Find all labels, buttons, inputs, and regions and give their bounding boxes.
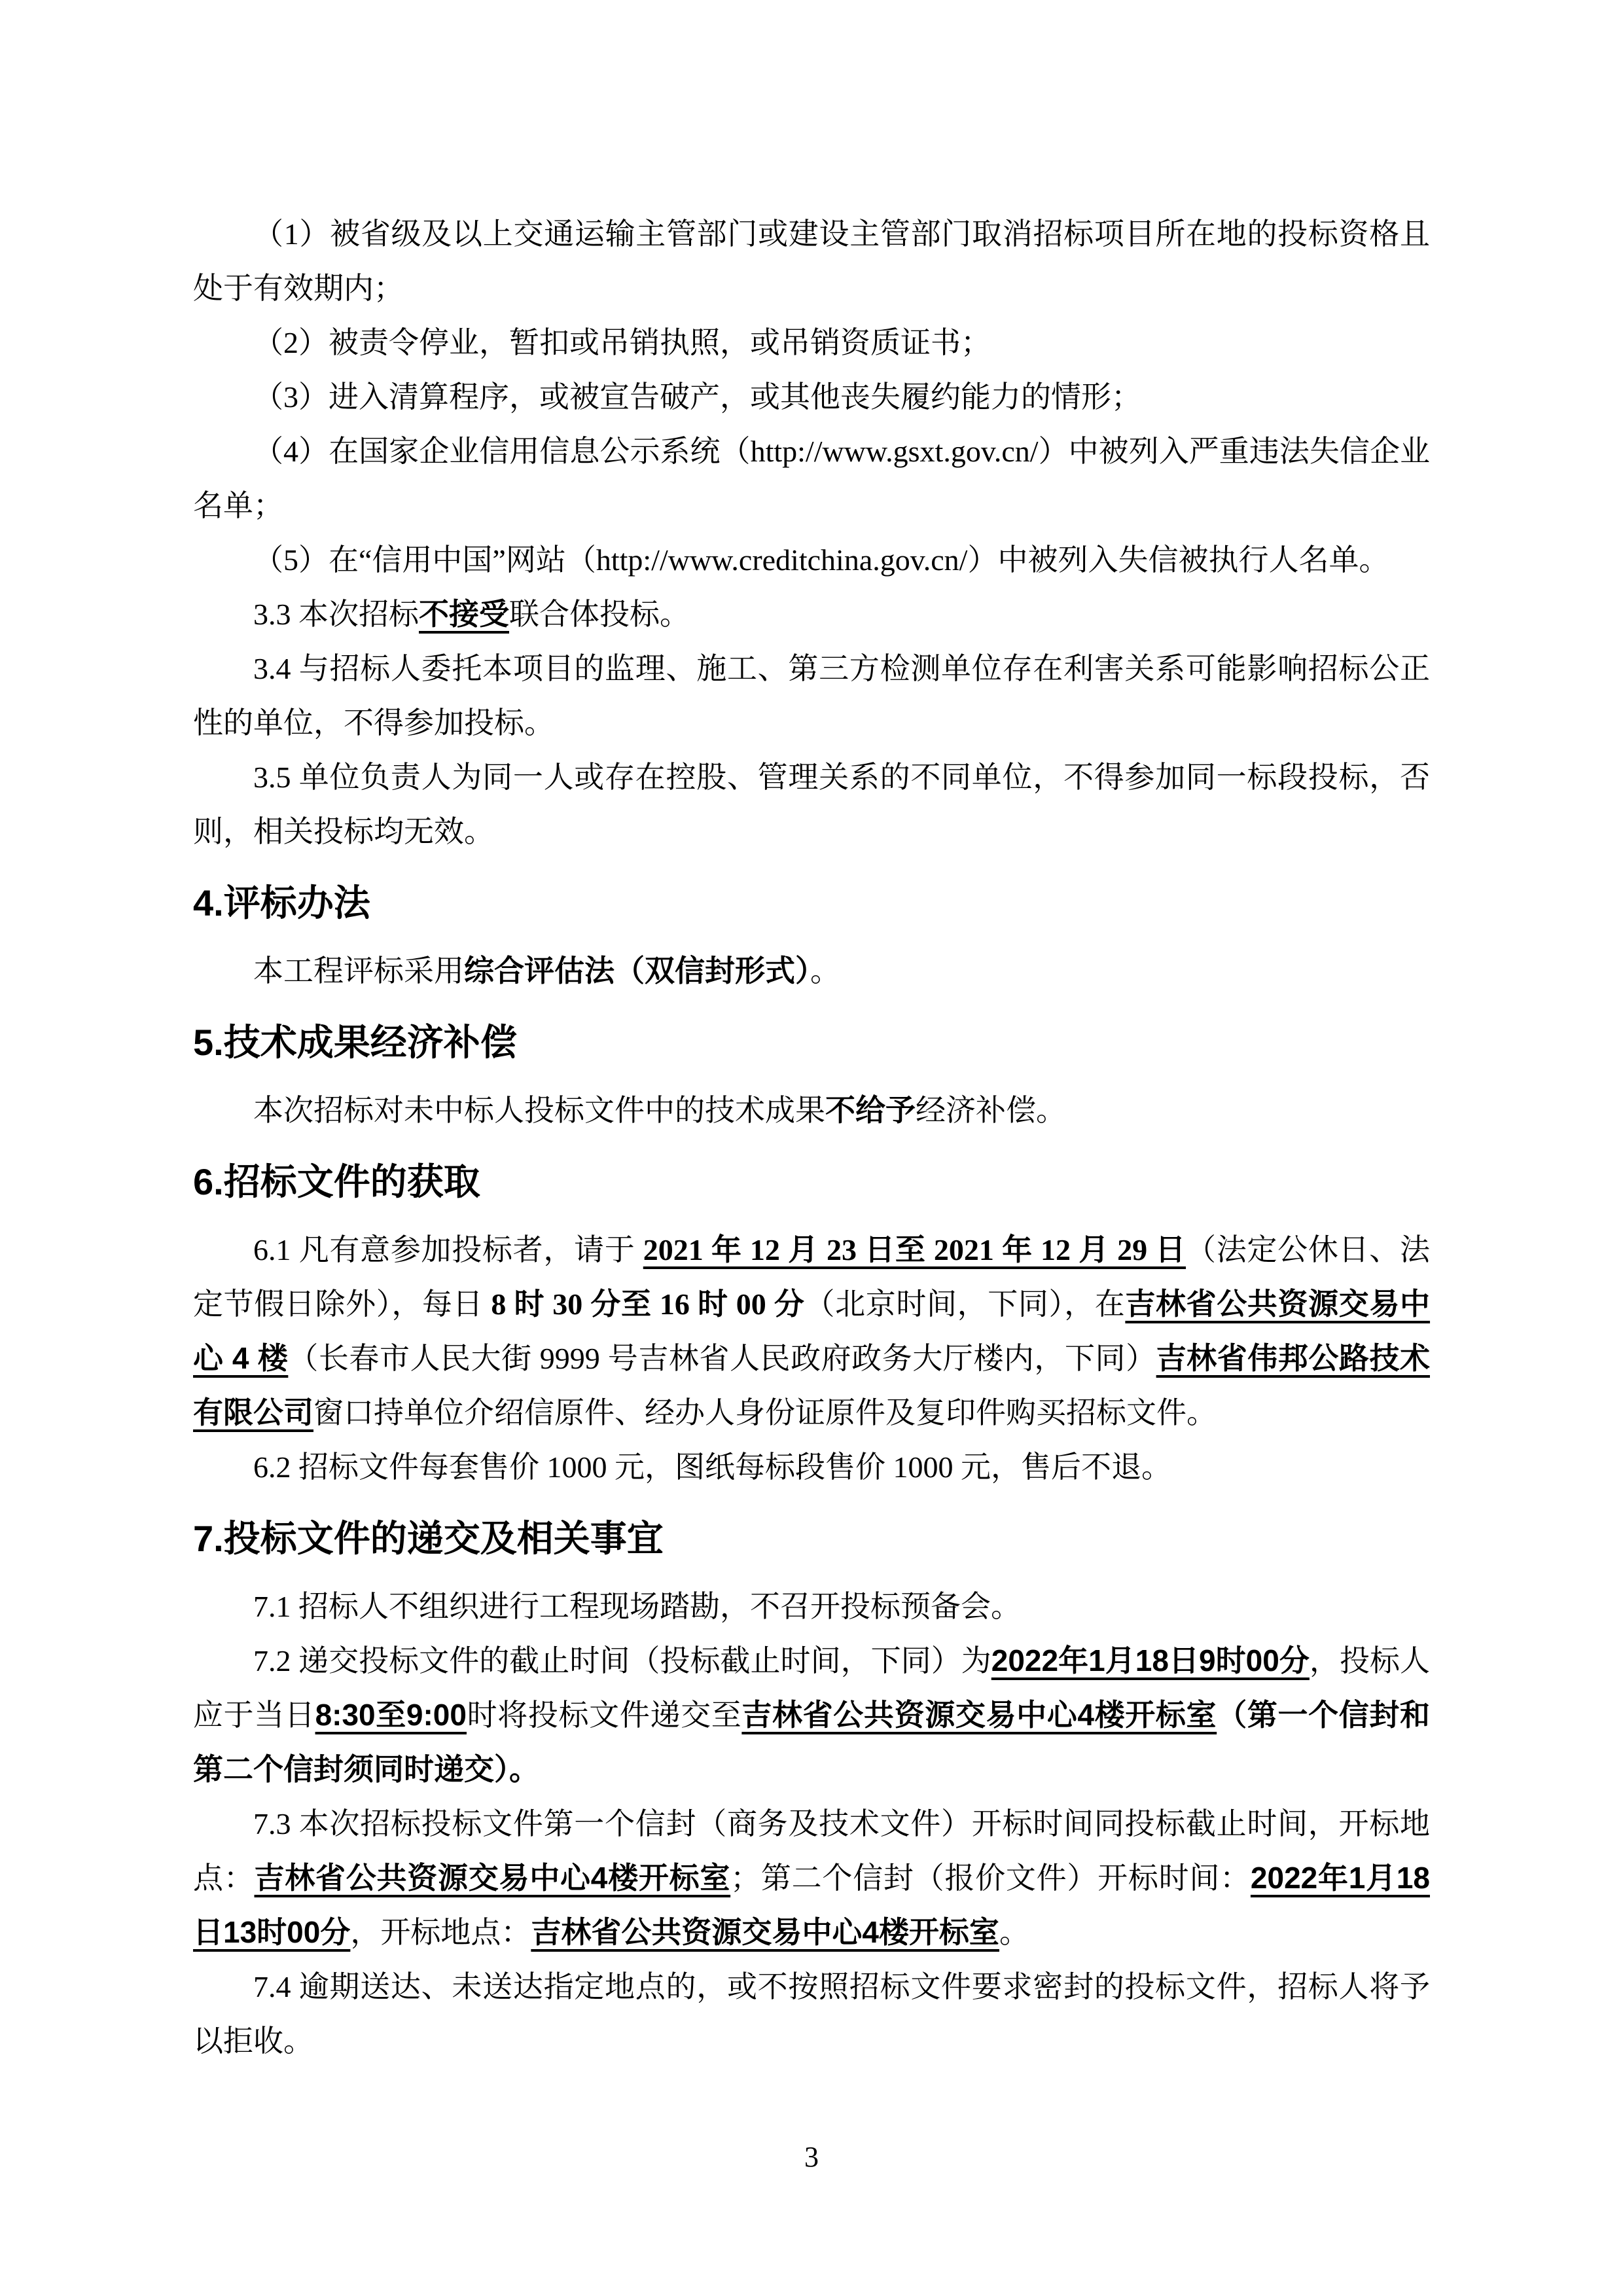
item-1 [193, 207, 1430, 315]
emphasized-underlined-text: 吉林省公共资源交易中心4楼开标室 [741, 1698, 1217, 1732]
emphasized-text: 8 时 30 分至 16 时 00 分 [491, 1287, 805, 1321]
text-run: 3.3 本次招标 [253, 598, 419, 631]
emphasized-underlined-text: 2021 年 12 月 23 日至 2021 年 12 月 29 日 [643, 1233, 1186, 1266]
document-body [193, 207, 1430, 2068]
heading-7 [193, 1514, 1430, 1564]
text-run: （法定公休日、法定节假日除外），每日 [193, 1233, 1431, 1321]
text-run: 3.5 单位负责人为同一人或存在控股、管理关系的不同单位，不得参加同一标段投标，否则，相关投标均无效。 [193, 761, 1430, 848]
text-run: （北京时间，下同），在 [804, 1287, 1126, 1321]
emphasized-underlined-text: 8:30至9:00 [315, 1698, 467, 1732]
page-footer [0, 2138, 1623, 2177]
item-5 [193, 533, 1430, 587]
emphasized-underlined-text: 2022年1月18日13时00分 [193, 1861, 1430, 1949]
text-run: ，开标地点： [350, 1916, 531, 1949]
text-run: ；第二个信封（报价文件）开标时间： [730, 1861, 1251, 1895]
text-run: 。 [999, 1916, 1029, 1949]
emphasized-underlined-text: 吉林省公共资源交易中心4楼开标室 [254, 1861, 731, 1895]
text-run: 7.投标文件的递交及相关事宜 [193, 1518, 664, 1559]
text-run: （长春市人民大街 9999 号吉林省人民政府政务大厅楼内，下同） [288, 1342, 1156, 1375]
emphasized-text: （第一个信封和第二个信封须同时递交）。 [193, 1698, 1431, 1786]
text-run: 。 [810, 954, 840, 988]
item-2 [193, 315, 1430, 370]
clause-6-2 [193, 1440, 1430, 1494]
clause-7-1 [193, 1579, 1430, 1634]
emphasized-underlined-text: 吉林省公共资源交易中心4楼开标室 [531, 1915, 999, 1949]
text-run: 4.评标办法 [193, 882, 370, 924]
page-number: 3 [804, 2141, 819, 2173]
text-run: 6.招标文件的获取 [193, 1161, 480, 1202]
text-run: 6.2 招标文件每套售价 1000 元，图纸每标段售价 1000 元，售后不退。 [253, 1450, 1171, 1484]
text-run: 窗口持单位介绍信原件、经办人身份证原件及复印件购买招标文件。 [313, 1396, 1217, 1429]
clause-6-1 [193, 1223, 1430, 1440]
emphasized-text: 不给予 [825, 1093, 916, 1127]
text-run: 7.4 逾期送达、未送达指定地点的，或不按照招标文件要求密封的投标文件，招标人将予以拒收。 [193, 1970, 1430, 2058]
text-run: 7.2 递交投标文件的截止时间（投标截止时间，下同）为 [253, 1644, 991, 1677]
text-run: 3.4 与招标人委托本项目的监理、施工、第三方检测单位存在利害关系可能影响招标公正性的单位，不得参加投标。 [193, 652, 1430, 740]
clause-3-3 [193, 587, 1430, 641]
text-run: （1）被省级及以上交通运输主管部门或建设主管部门取消招标项目所在地的投标资格且处于有效期内； [193, 217, 1430, 305]
text-run: 时将投标文件递交至 [466, 1698, 742, 1732]
heading-5 [193, 1018, 1430, 1067]
emphasized-underlined-text: 吉林省公共资源交易中心 4 楼 [193, 1287, 1431, 1375]
text-run: 6.1 凡有意参加投标者，请于 [253, 1233, 643, 1266]
text-run: （4）在国家企业信用信息公示系统（http://www.gsxt.gov.cn/）中被列入严重违法失信企业名单； [193, 435, 1430, 522]
clause-5-body [193, 1083, 1430, 1138]
clause-3-5 [193, 750, 1430, 859]
text-run: 经济补偿。 [916, 1094, 1066, 1127]
text-run: 本次招标对未中标人投标文件中的技术成果 [253, 1094, 825, 1127]
item-3 [193, 370, 1430, 424]
emphasized-underlined-text: 吉林省伟邦公路技术有限公司 [193, 1341, 1430, 1429]
clause-7-2 [193, 1634, 1430, 1797]
text-run: 5.技术成果经济补偿 [193, 1022, 517, 1063]
heading-4 [193, 878, 1430, 928]
item-4 [193, 424, 1430, 533]
clause-7-3 [193, 1797, 1430, 1960]
text-run: （5）在“信用中国”网站（http://www.creditchina.gov.cn/）中被列入失信被执行人名单。 [253, 543, 1389, 577]
text-run: 7.3 本次招标投标文件第一个信封（商务及技术文件）开标时间同投标截止时间，开标地点： [193, 1807, 1430, 1895]
emphasized-text: 综合评估法（双信封形式） [464, 954, 810, 988]
text-run: ，投标人应于当日 [193, 1644, 1430, 1732]
text-run: 7.1 招标人不组织进行工程现场踏勘，不召开投标预备会。 [253, 1590, 1021, 1623]
text-run: 联合体投标。 [509, 598, 690, 631]
text-run: （2）被责令停业，暂扣或吊销执照，或吊销资质证书； [253, 326, 991, 359]
text-run: 本工程评标采用 [253, 954, 464, 988]
clause-4-body [193, 944, 1430, 998]
emphasized-underlined-text: 不接受 [419, 597, 509, 631]
heading-6 [193, 1157, 1430, 1207]
clause-3-4 [193, 641, 1430, 750]
text-run: （3）进入清算程序，或被宣告破产，或其他丧失履约能力的情形； [253, 380, 1141, 414]
clause-7-4 [193, 1960, 1430, 2068]
emphasized-underlined-text: 2022年1月18日9时00分 [991, 1643, 1310, 1677]
